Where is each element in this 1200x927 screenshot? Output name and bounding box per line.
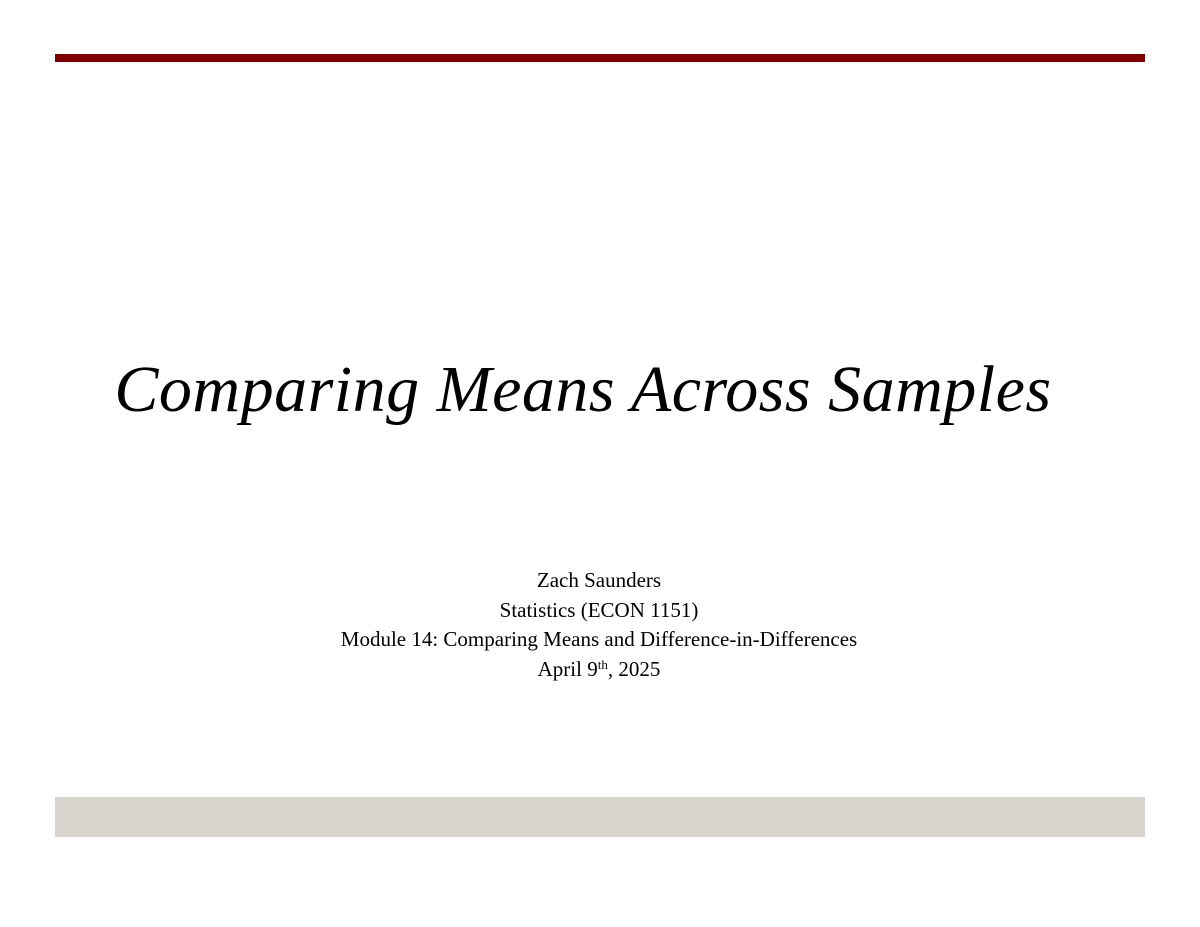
subtitle-block [0,566,1198,684]
bottom-footer-band [55,797,1145,837]
date-ordinal-suffix: th [597,656,608,672]
date-year: , 2025 [607,656,661,681]
course-name: Statistics (ECON 1151) [499,597,699,622]
module-title: Module 14: Comparing Means and Difference-in-Differences [340,627,858,651]
author-name: Zach Saunders [536,568,662,592]
slide-title: Comparing Means Across Samples [114,353,1052,426]
top-accent-rule [55,54,1145,62]
date-prefix: April 9 [537,656,598,681]
presentation-date [0,655,1198,685]
